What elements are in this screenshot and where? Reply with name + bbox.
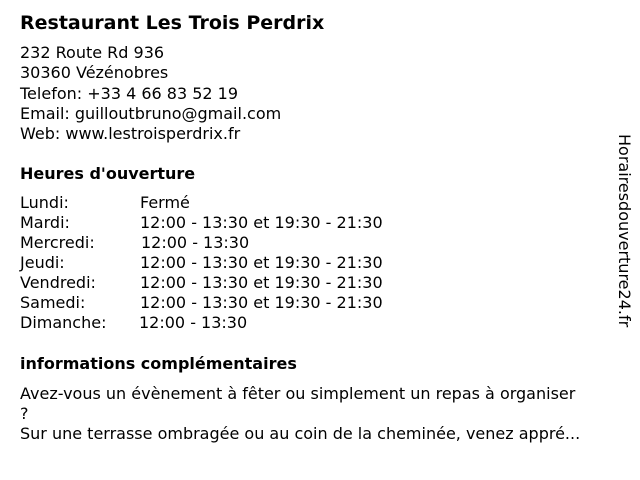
description-line-1: Avez-vous un évènement à fêter ou simplement un repas à organiser <box>20 384 576 403</box>
email-line: Email: guilloutbruno@gmail.com <box>20 104 282 123</box>
hours-wednesday: 12:00 - 13:30 <box>141 233 250 252</box>
address-line-2: 30360 Vézénobres <box>20 63 169 82</box>
hours-tuesday: 12:00 - 13:30 et 19:30 - 21:30 <box>140 213 383 232</box>
phone-line: Telefon: +33 4 66 83 52 19 <box>20 84 239 103</box>
web-line: Web: www.lestroisperdrix.fr <box>20 124 241 143</box>
additional-info-heading: informations complémentaires <box>20 354 297 373</box>
day-label-thursday: Jeudi: <box>20 253 65 272</box>
opening-hours-heading: Heures d'ouverture <box>20 164 196 183</box>
description-line-3: Sur une terrasse ombragée ou au coin de la cheminée, venez appré... <box>20 424 581 443</box>
hours-sunday: 12:00 - 13:30 <box>139 313 248 332</box>
day-label-wednesday: Mercredi: <box>20 233 95 252</box>
site-watermark-text: Horairesdouverture24.fr <box>615 134 634 328</box>
day-label-friday: Vendredi: <box>20 273 96 292</box>
hours-thursday: 12:00 - 13:30 et 19:30 - 21:30 <box>140 253 383 272</box>
hours-friday: 12:00 - 13:30 et 19:30 - 21:30 <box>140 273 383 292</box>
restaurant-name: Restaurant Les Trois Perdrix <box>20 12 325 34</box>
hours-saturday: 12:00 - 13:30 et 19:30 - 21:30 <box>140 293 383 312</box>
hours-monday: Fermé <box>140 193 190 212</box>
day-label-saturday: Samedi: <box>20 293 86 312</box>
description-line-2: ? <box>20 404 29 423</box>
site-watermark <box>614 134 634 344</box>
day-label-monday: Lundi: <box>20 193 69 212</box>
day-label-sunday: Dimanche: <box>20 313 107 332</box>
address-line-1: 232 Route Rd 936 <box>20 43 165 62</box>
day-label-tuesday: Mardi: <box>20 213 70 232</box>
